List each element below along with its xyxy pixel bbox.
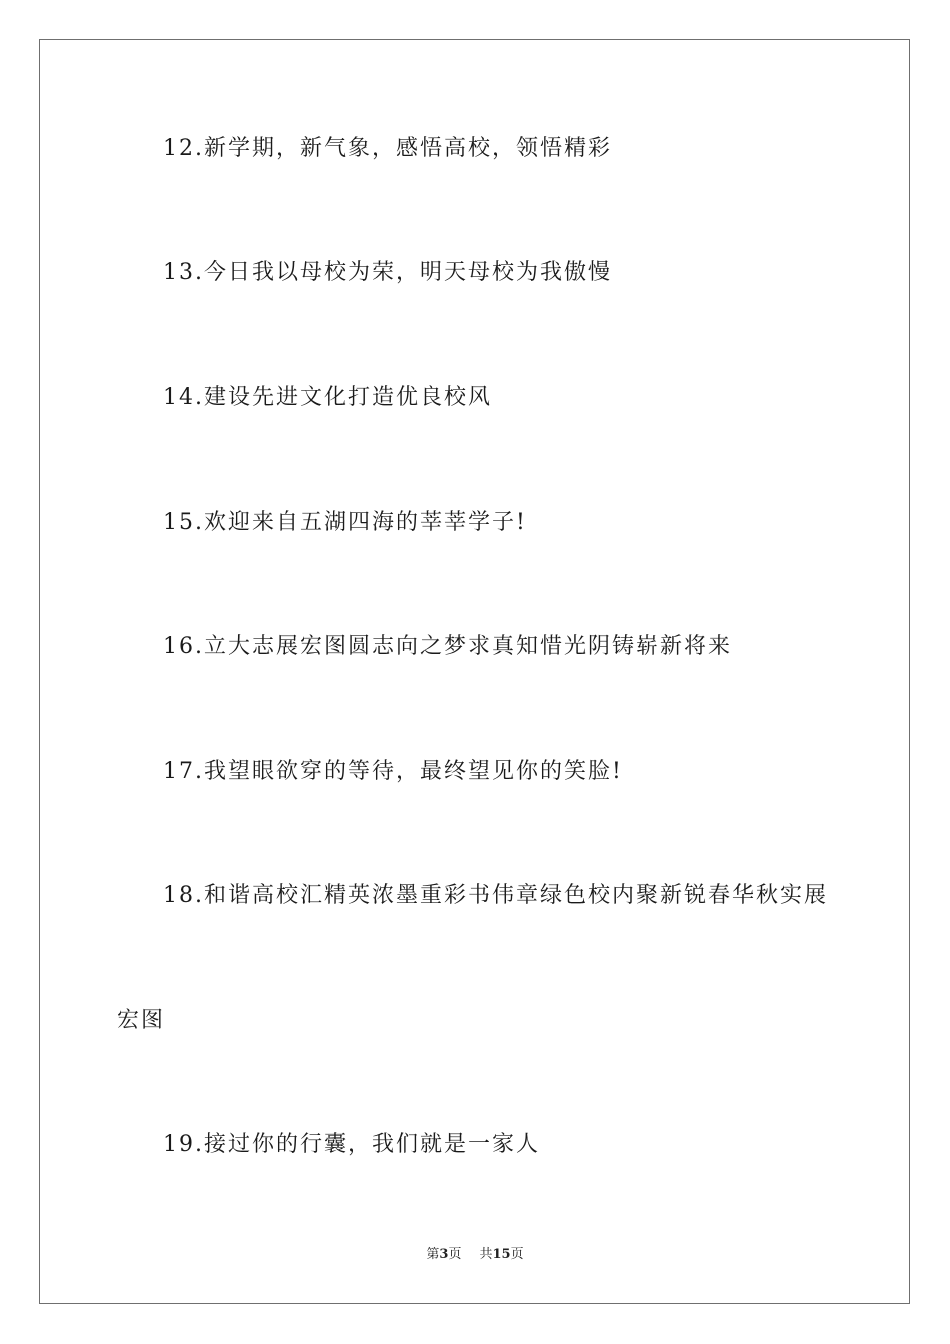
footer-page-number: 3 [439,1247,449,1262]
list-item-18: 18.和谐高校汇精英浓墨重彩书伟章绿色校内聚新锐春华秋实展 [163,883,828,908]
list-item-13: 13.今日我以母校为荣，明天母校为我傲慢 [163,260,612,285]
list-item-16: 16.立大志展宏图圆志向之梦求真知惜光阴铸崭新将来 [163,634,732,659]
list-item-18-continuation: 宏图 [117,1008,166,1033]
list-item-19: 19.接过你的行囊，我们就是一家人 [163,1132,540,1157]
footer-total-number: 15 [492,1247,511,1262]
page-border [39,39,910,1304]
footer-total-suffix: 页 [510,1247,524,1262]
list-item-14: 14.建设先进文化打造优良校风 [163,385,492,410]
list-item-17: 17.我望眼欲穿的等待，最终望见你的笑脸! [163,759,623,784]
list-item-15: 15.欢迎来自五湖四海的莘莘学子! [163,510,527,535]
footer-total-prefix: 共 [479,1247,493,1262]
page-footer [0,1246,950,1264]
footer-page-suffix: 页 [448,1247,462,1262]
footer-page-prefix: 第 [426,1247,440,1262]
list-item-12: 12.新学期，新气象，感悟高校，领悟精彩 [163,136,612,161]
